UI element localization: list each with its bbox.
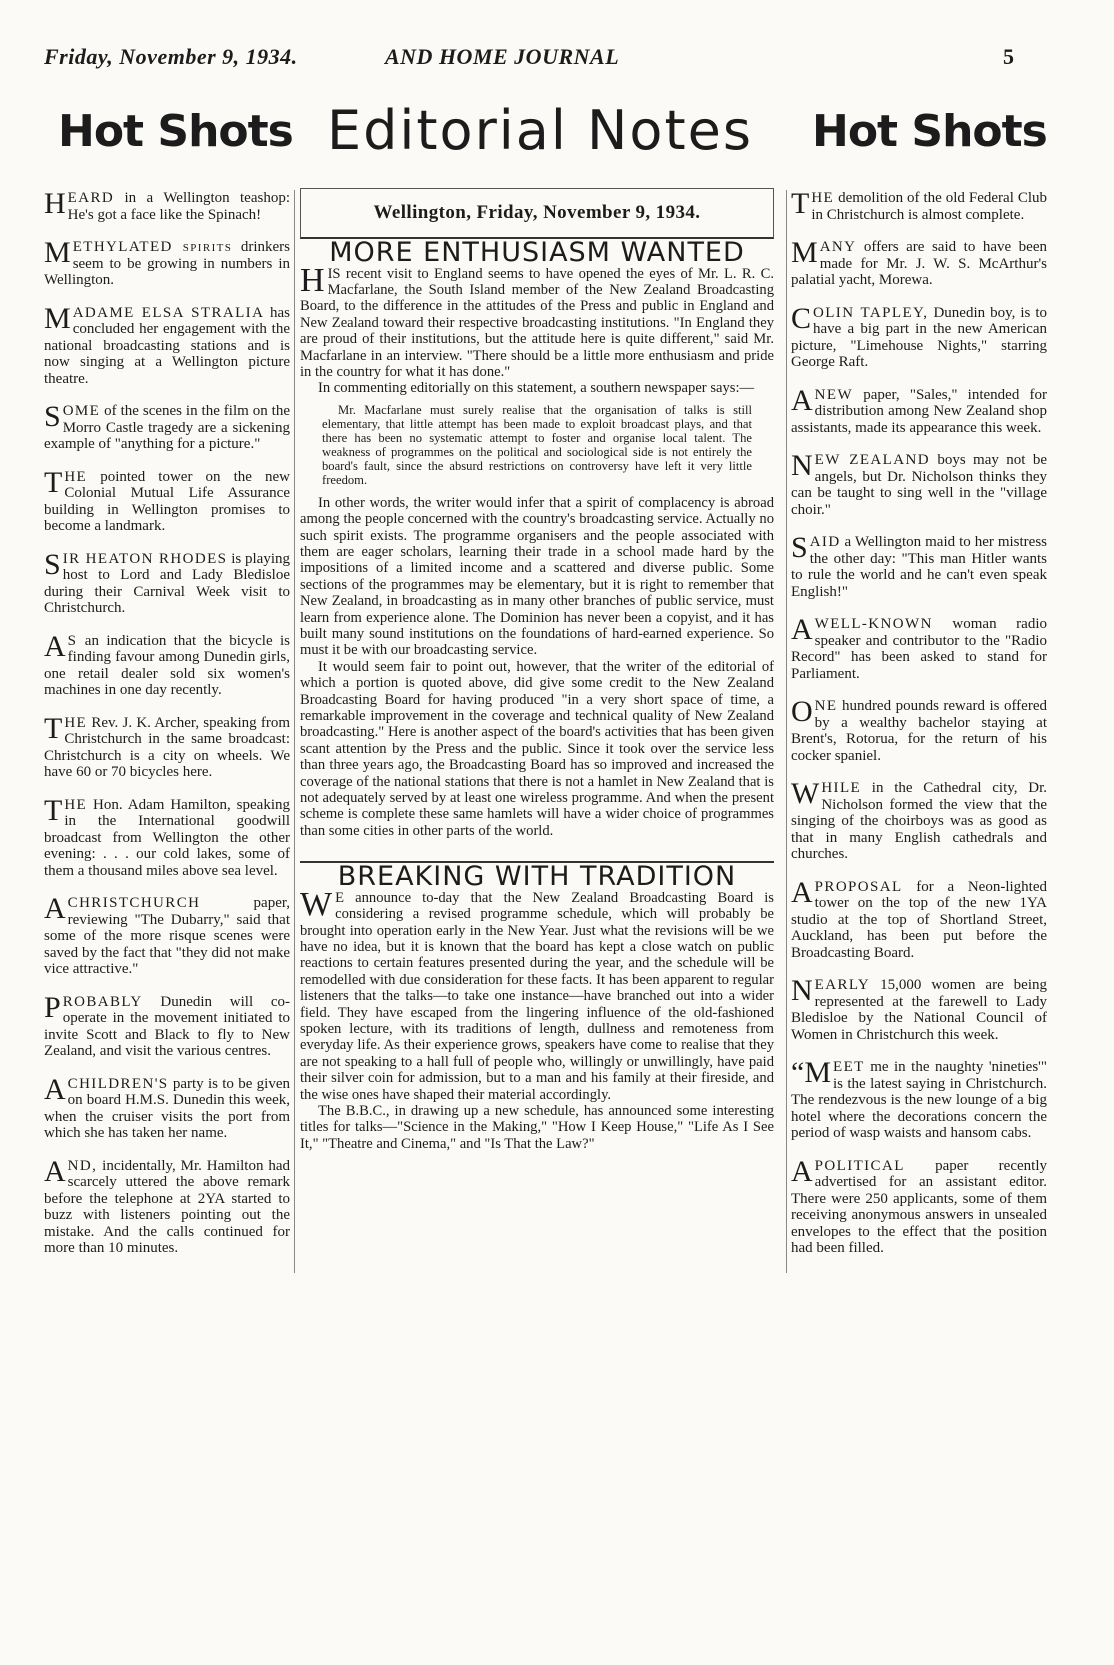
page-number: 5 <box>1003 44 1015 69</box>
quoted-editorial: Mr. Macfarlane must surely realise that the organisation of talks is still elementary, that little attempt has been made to exploit broadcast plays, and that there has been no systematic attempt to foster and organise local talent. The weakness of programmes on the political and sociological side is not entirely the board's fault, since the absurd restrictions on controversy have left it very little freedom. <box>322 402 752 487</box>
hot-shot-item: A PROPOSAL for a Neon-lighted tower on the top of the new 1YA studio at the top of Shortland Street, Auckland, has been put before the Broadcasting Board. <box>791 875 1047 961</box>
hot-shot-item: THE Hon. Adam Hamilton, speaking in the International goodwill broadcast from Wellington the other evening: . . . our cold lakes, some of them a thousand miles above sea level. <box>44 793 290 879</box>
editorial-column <box>300 188 774 1152</box>
article-paragraph: HIS recent visit to England seems to have opened the eyes of Mr. L. R. C. Macfarlane, the South Island member of the New Zealand Broadcasting Board, to the difference in the attitudes of the Press and public in England and New Zealand toward their respective broadcasting institutions. "In England they are proud of their institutions, but the attitude here is quite different," said Mr. Macfarlane in an interview. "There should be a little more enthusiasm and pride in the country for what it has done." <box>300 261 774 380</box>
hot-shot-item: A S an indication that the bicycle is finding favour among Dunedin girls, one retail dealer sold six women's machines in one day recently. <box>44 629 290 698</box>
hot-shot-item: COLIN TAPLEY, Dunedin boy, is to have a big part in the new American picture, "Limehouse Nights," starring George Raft. <box>791 301 1047 370</box>
hot-shot-item: A WELL-KNOWN woman radio speaker and contributor to the "Radio Record" has been asked to stand for Parliament. <box>791 613 1047 682</box>
right-hot-shots-column <box>786 187 1047 1273</box>
issue-date: Friday, November 9, 1934. <box>44 44 298 69</box>
hot-shot-item: WHILE in the Cathedral city, Dr. Nicholson formed the view that the singing of the choirboys was as good as that in many English cathedrals and churches. <box>791 777 1047 862</box>
journal-name: AND HOME JOURNAL <box>385 44 620 69</box>
article-paragraph: The B.B.C., in drawing up a new schedule, has announced some interesting titles for talks—"Science in the Making," "How I Keep House," "Life As I See It," "Theatre and Cinema," and "Is That the Law?" <box>300 1103 774 1152</box>
hot-shot-item: NEARLY 15,000 women are being represented at the farewell to Lady Bledisloe by the National Council of Women in Christchurch this week. <box>791 974 1047 1043</box>
hot-shot-item: A CHRISTCHURCH paper, reviewing "The Dubarry," said that some of the more risque scenes were saved by the fact that "they did not make vice attractive." <box>44 892 290 977</box>
editorial-notes-title: Editorial Notes <box>326 99 754 162</box>
hot-shot-item: THE demolition of the old Federal Club in Christchurch is almost complete. <box>791 187 1047 223</box>
hot-shot-item: METHYLATED spirits drinkers seem to be growing in numbers in Wellington. <box>44 236 290 288</box>
editorial-dateline: Wellington, Friday, November 9, 1934. <box>300 188 774 239</box>
hot-shot-item: “MEET me in the naughty 'nineties'" is the latest saying in Christchurch. The rendezvous is the new lounge of a big hotel where the decorations concern the period of wasp waists and hansom cabs. <box>791 1056 1047 1141</box>
hot-shot-item: ONE hundred pounds reward is offered by a wealthy bachelor staying at Brent's, Rotorua, for the return of his cocker spaniel. <box>791 695 1047 764</box>
article-paragraph: W E announce to-day that the New Zealand Broadcasting Board is considering a revised programme schedule, which will probably be brought into operation early in the New Year. Just what the revisions will be we have no idea, but it is known that the board has kept a close watch on public reactions to certain features presented during the year, and the schedule will be remodelled with due consideration for these facts. It has been apparent to regular listeners that the talks—to take one instance—have branched out into a wider field. They have escaped from the lingering influence of the old-fashioned spoken lecture, with its traditions of length, dullness and remoteness from everyday life. As their experience grows, speakers have come to realise that they are not speaking to a hall full of people who, willingly or unwillingly, have paid their silver coin for admission, but to a man and his family at their fireside, and the wise ones have shaped their material accordingly. <box>300 885 774 1103</box>
hot-shots-banner-right: Hot Shots <box>812 106 1047 157</box>
hot-shots-banner-left: Hot Shots <box>58 106 293 157</box>
hot-shot-item: THE Rev. J. K. Archer, speaking from Christchurch in the same broadcast: Christchurch is a city on wheels. We have 60 or 70 bicycles here. <box>44 711 290 780</box>
hot-shot-item: AND, incidentally, Mr. Hamilton had scarcely uttered the above remark before the telephone at 2YA started to buzz with listeners pointing out the mistake. And the calls continued for more than 10 minutes. <box>44 1154 290 1256</box>
headline-more-enthusiasm: MORE ENTHUSIASM WANTED <box>329 237 745 268</box>
hot-shot-item: MANY offers are said to have been made for Mr. J. W. S. McArthur's palatial yacht, Morewa. <box>791 236 1047 288</box>
hot-shot-item: SIR HEATON RHODES is playing host to Lord and Lady Bledisloe during their Carnival Week visit to Christchurch. <box>44 547 290 616</box>
hot-shot-item: HEARD in a Wellington teashop: He's got a face like the Spinach! <box>44 187 290 223</box>
hot-shot-item: THE pointed tower on the new Colonial Mutual Life Assurance building in Wellington promises to become a landmark. <box>44 465 290 534</box>
left-hot-shots-column <box>44 187 295 1273</box>
headline-breaking-with-tradition: BREAKING WITH TRADITION <box>337 861 737 893</box>
article-paragraph: In commenting editorially on this statement, a southern newspaper says:— <box>318 380 755 397</box>
article-paragraph: In other words, the writer would infer that a spirit of complacency is abroad among the people concerned with the country's broadcasting service. Actually no such spirit exists. The programme organisers and the people associated with them are eager scholars, learning their trade in a school made hard by the impositions of a limited income and a scattered and diverse public. Some sections of the programmes may be elementary, but it is right to remember that New Zealand, in broadcasting as in many other branches of public service, must learn from experience alone. The Dominion has never been a copyist, and it has built many sound institutions on the foundations of hard-earned experience. So must it be with our broadcasting service. <box>300 494 774 659</box>
hot-shot-item: NEW ZEALAND boys may not be angels, but Dr. Nicholson thinks they can be taught to sing well in the "village choir." <box>791 449 1047 518</box>
hot-shot-item: A CHILDREN'S party is to be given on board H.M.S. Dunedin this week, when the cruiser visits the port from which she has taken her name. <box>44 1072 290 1141</box>
hot-shot-item: A NEW paper, "Sales," intended for distribution among New Zealand shop assistants, made its appearance this week. <box>791 383 1047 436</box>
hot-shot-item: PROBABLY Dunedin will co-operate in the movement initiated to invite Scott and Black to fly to New Zealand, and visit the various centres. <box>44 990 290 1059</box>
article-paragraph: It would seem fair to point out, however, that the writer of the editorial of which a portion is quoted above, did give some credit to the New Zealand Broadcasting Board for having produced "in a very short space of time, a remarkable improvement in the coverage and technical quality of New Zealand broadcasting." Here is another aspect of the board's activities that has been given scant attention by the Press and the public. Since it took over the service less than three years ago, the Broadcasting Board has so improved and increased the coverage of the national stations that there is not a hamlet in New Zealand that is not adequately served by at least one wireless programme. And when the present scheme is complete these same hamlets will have a wider choice of programmes than some cities in other parts of the world. <box>300 658 774 839</box>
hot-shot-item: MADAME ELSA STRALIA has concluded her engagement with the national broadcasting stations and is now singing at a Wellington picture theatre. <box>44 301 290 387</box>
hot-shot-item: A POLITICAL paper recently advertised for an assistant editor. There were 250 applicants, some of them receiving anonymous answers in unsealed envelopes to the effect that the position had been filled. <box>791 1154 1047 1256</box>
hot-shot-item: SAID a Wellington maid to her mistress the other day: "This man Hitler wants to rule the world and he can't even speak English!" <box>791 531 1047 600</box>
hot-shot-item: SOME of the scenes in the film on the Morro Castle tragedy are a sickening example of "anything for a picture." <box>44 400 290 452</box>
